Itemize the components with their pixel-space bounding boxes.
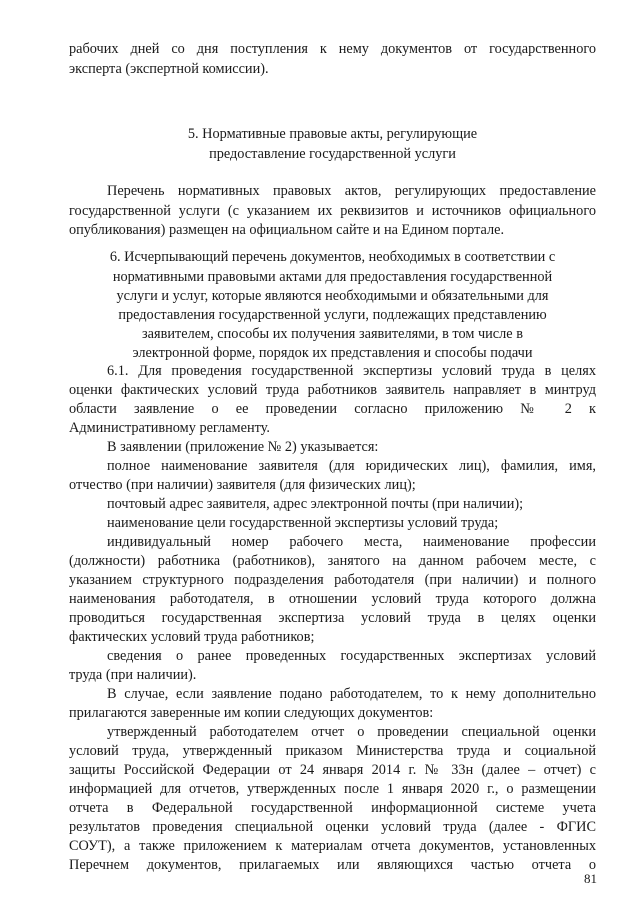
section-6-body-line: результатов проведения специальной оценки условий труда (далее - ФГИС (69, 819, 596, 835)
section-6-body-line: информацией для отчетов, утвержденных после 1 января 2020 г., о размещении (69, 781, 596, 797)
section-6-body-line: (должности) работника (работников), занятого на данном рабочем месте, с (69, 553, 596, 569)
section-6-body-line: 6.1. Для проведения государственной экспертизы условий труда в целях (107, 363, 596, 379)
section-5-body-line: опубликования) размещен на официальном сайте и на Едином портале. (69, 222, 505, 238)
section-6-body-line: наименования работодателя, в отношении условий труда которого должна (69, 591, 596, 607)
section-6-body-line: отчество (при наличии) заявителя (для физических лиц); (69, 477, 416, 493)
section-6-body-line: указанием структурного подразделения работодателя (при наличии) и полного (69, 572, 596, 588)
section-6-body-line: защиты Российской Федерации от 24 января 2014 г. № 33н (далее – отчет) с (69, 762, 596, 778)
page-number: 81 (584, 871, 597, 886)
section-6-body-line: проводиться государственная экспертиза условий труда в целях оценки (69, 610, 596, 626)
section-6-heading-line: предоставления государственной услуги, подлежащих представлению (118, 307, 547, 323)
section-6-heading-line: услуги и услуг, которые являются необходимыми и обязательными для (116, 288, 549, 304)
section-6-body-line: наименование цели государственной экспертизы условий труда; (107, 515, 499, 531)
section-6-heading-line: электронной форме, порядок их представления и способы подачи (132, 345, 533, 361)
section-6-heading-line: нормативными правовыми актами для предоставления государственной (112, 269, 553, 285)
section-6-body-line: СОУТ), а также приложением к материалам отчета документов, установленных (69, 838, 596, 854)
section-6-body-line: области заявление о ее проведении согласно приложению № 2 к (69, 401, 596, 417)
section-6-body-line: индивидуальный номер рабочего места, наименование профессии (107, 534, 596, 550)
section-6-body-line: прилагаются заверенные им копии следующих документов: (69, 705, 434, 721)
section-6-body-line: утвержденный работодателем отчет о проведении специальной оценки (107, 724, 596, 740)
section-6-body-line: отчета в Федеральной государственной информационной системе учета (69, 800, 596, 816)
section-6-heading-line: 6. Исчерпывающий перечень документов, необходимых в соответствии с (109, 249, 556, 265)
section-6-body-line: условий труда, утвержденный приказом Министерства труда и социальной (69, 743, 596, 759)
section-6-body-line: оценки фактических условий труда работников заявитель направляет в минтруд (69, 382, 596, 398)
section-5-body-line: государственной услуги (с указанием их реквизитов и источников официального (69, 203, 596, 219)
section-6-heading-line: заявителем, способы их получения заявителями, в том числе в (142, 326, 523, 342)
section-5-heading-line: 5. Нормативные правовые акты, регулирующие (187, 126, 478, 142)
section-6-body-line: почтовый адрес заявителя, адрес электронной почты (при наличии); (107, 496, 524, 512)
section-6-body-line: фактических условий труда работников; (69, 629, 315, 645)
section-6-body-line: В заявлении (приложение № 2) указывается: (107, 439, 379, 455)
intro-line: эксперта (экспертной комиссии). (69, 61, 269, 77)
section-6-body-line: полное наименование заявителя (для юридических лиц), фамилия, имя, (107, 458, 596, 474)
section-6-body-line: В случае, если заявление подано работодателем, то к нему дополнительно (107, 686, 596, 702)
section-6-body-line: Перечнем документов, прилагаемых или являющихся частью отчета о (69, 857, 596, 873)
section-6-body-line: Административному регламенту. (69, 420, 270, 436)
section-5-heading-line: предоставление государственной услуги (209, 146, 456, 162)
section-6-body-line: сведения о ранее проведенных государственных экспертизах условий (107, 648, 596, 664)
section-6-body-line: труда (при наличии). (69, 667, 197, 683)
section-5-body-line: Перечень нормативных правовых актов, регулирующих предоставление (107, 183, 596, 199)
intro-line: рабочих дней со дня поступления к нему документов от государственного (69, 41, 596, 57)
